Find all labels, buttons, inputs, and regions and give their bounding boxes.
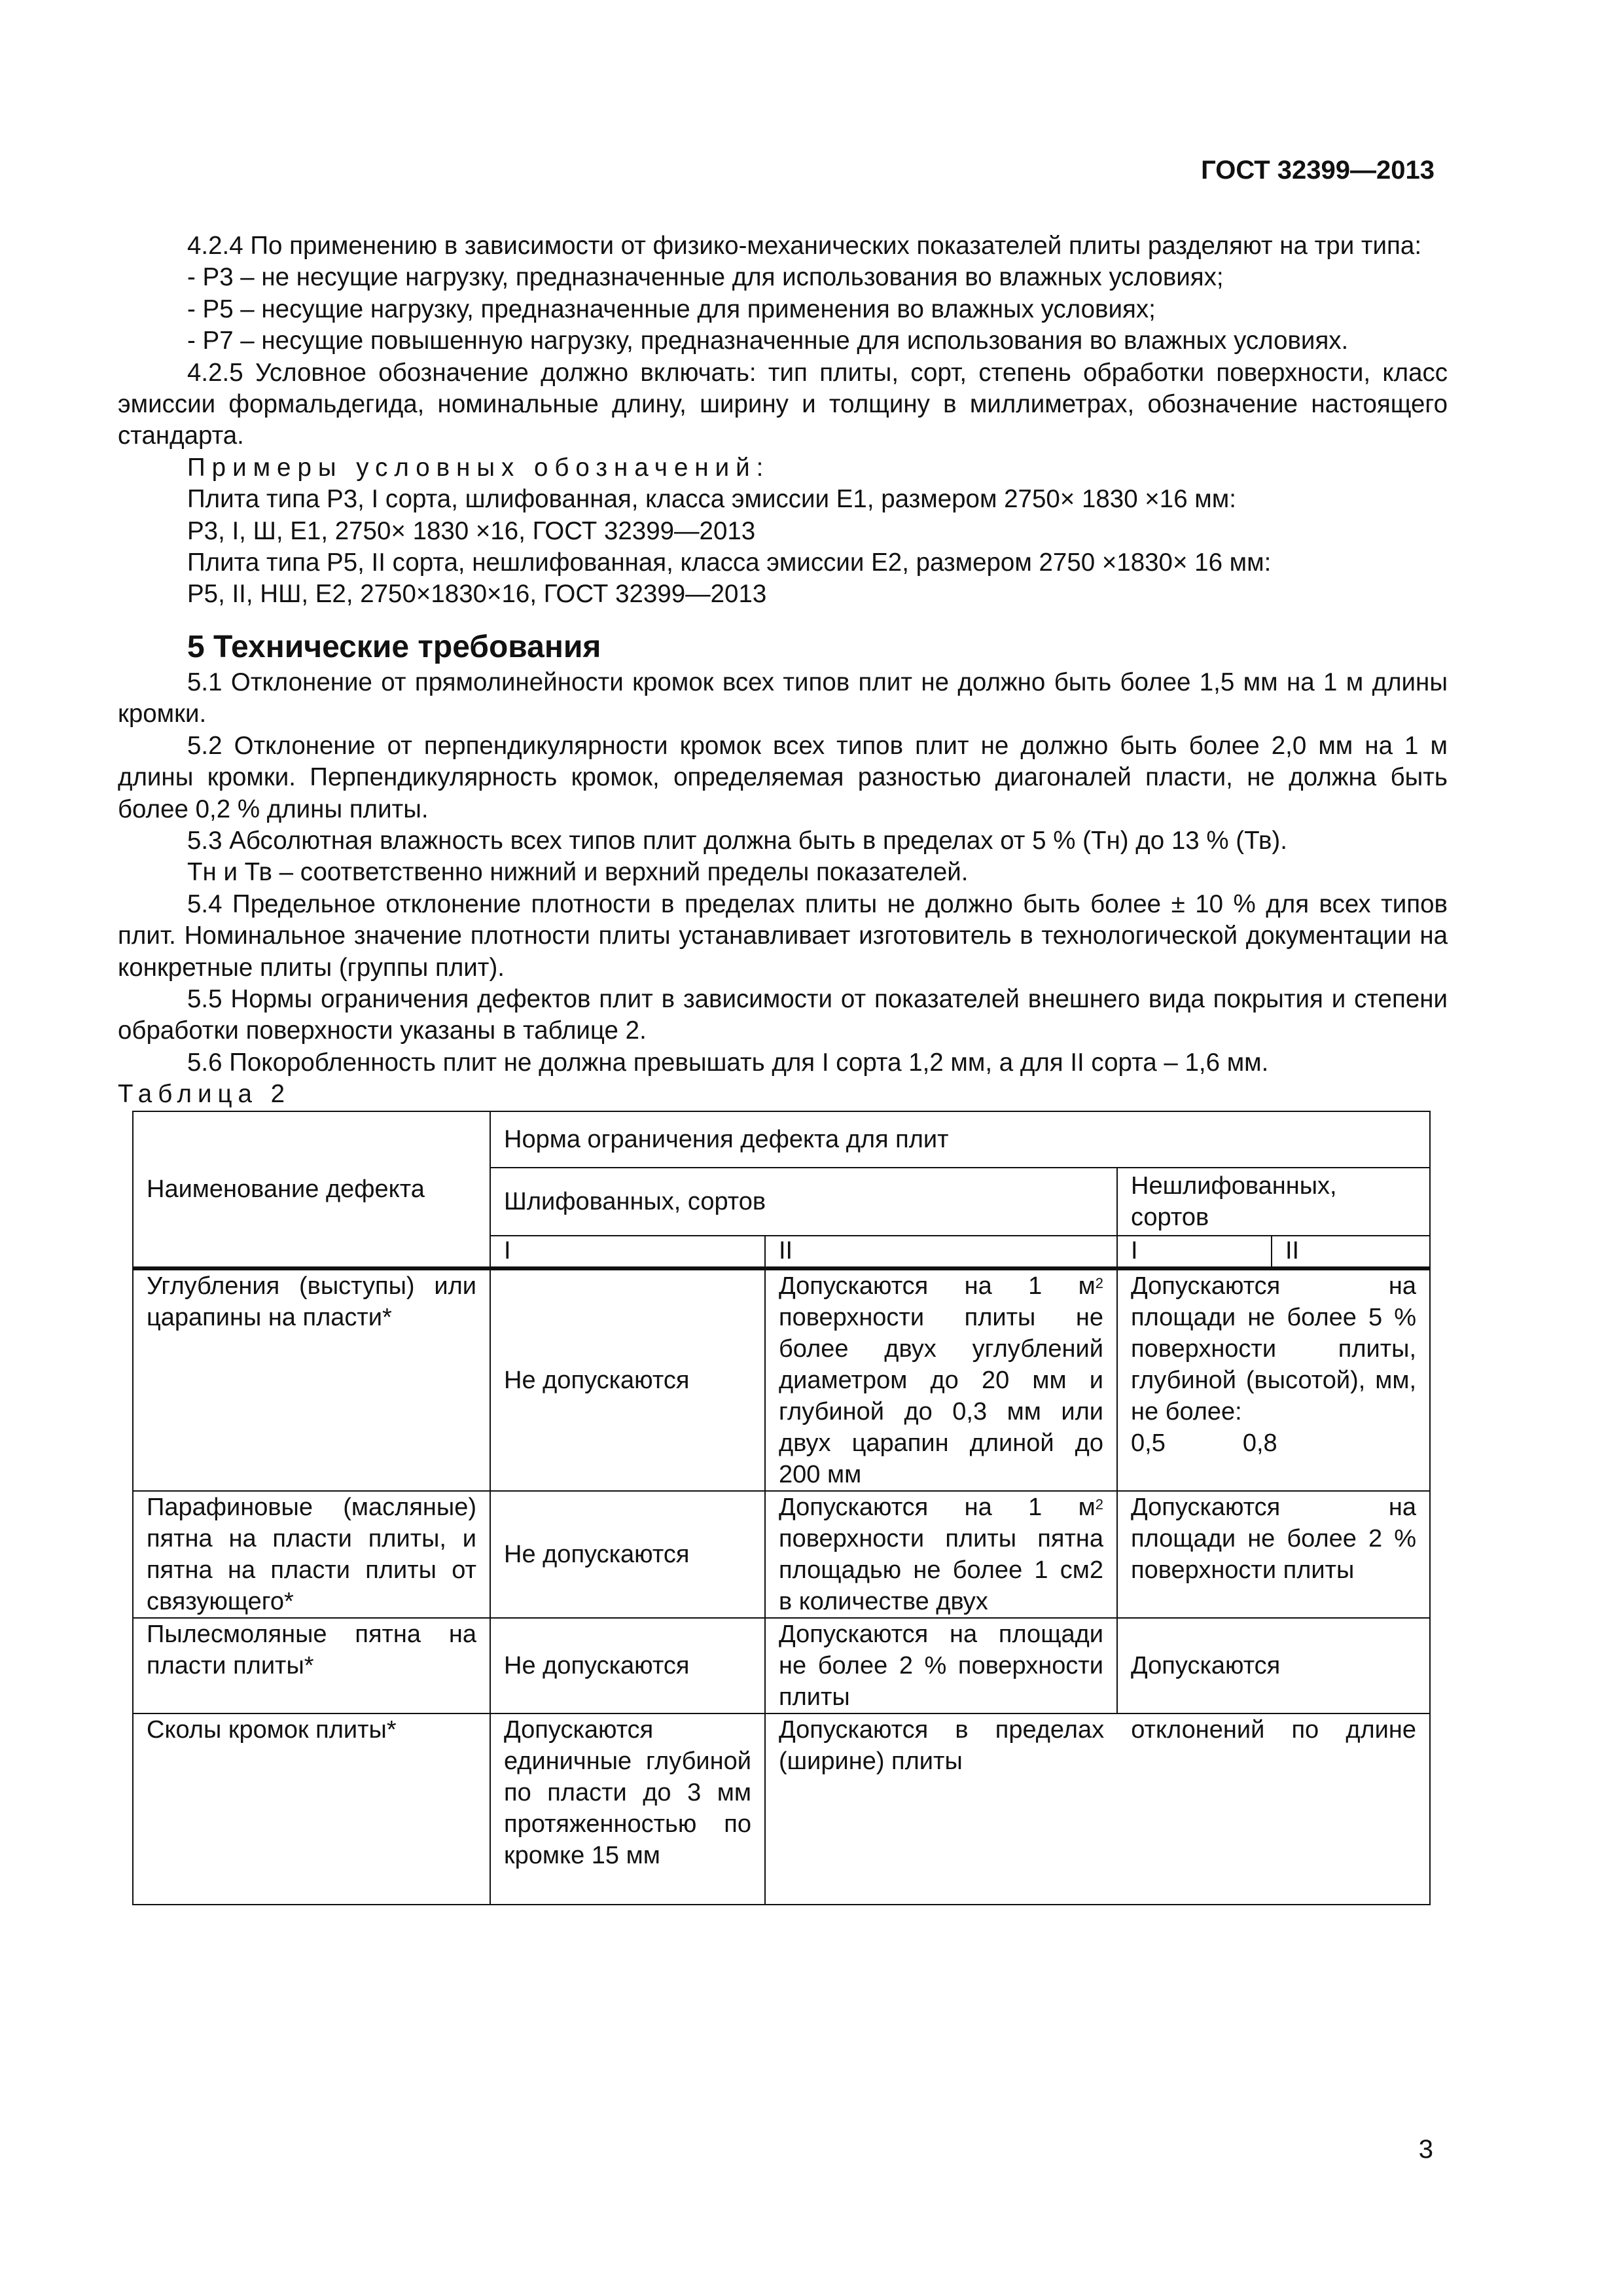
example-line-3: Плита типа Р5, II сорта, нешлифованная, класса эмиссии Е2, размером 2750 ×1830× 16 мм:	[187, 548, 1272, 577]
sanded-grade-1-cell: Не допускаются	[490, 1268, 765, 1491]
cell-text-continued: поверхности плиты не более двух углублений диаметром до 20 мм и глубиной до 0,3 мм или двух царапин длиной до 200 мм	[779, 1303, 1103, 1488]
table-row	[133, 1713, 1430, 1905]
table-caption: Таблица 2	[118, 1080, 291, 1109]
header-unsanded-grade-2: II	[1272, 1236, 1430, 1268]
unsanded-cell: Допускаются на площади не более 2 % поверхности плиты	[1117, 1491, 1430, 1618]
defect-name-cell: Углубления (выступы) или царапины на пласти*	[133, 1268, 490, 1491]
paragraph-5-1: 5.1 Отклонение от прямолинейности кромок всех типов плит не должно быть более 1,5 мм на 1 м длины кромки.	[118, 668, 1448, 728]
examples-title: Примеры условных обозначений:	[187, 453, 770, 482]
table-row	[133, 1618, 1430, 1713]
superscript: 2	[1095, 1496, 1103, 1513]
section-5-title: 5 Технические требования	[187, 629, 601, 664]
sanded-grade-1-cell: Допускаются единичные глубиной по пласти до 3 мм протяженностью по кромке 15 мм	[490, 1713, 765, 1905]
example-line-1: Плита типа Р3, I сорта, шлифованная, класса эмиссии Е1, размером 2750× 1830 ×16 мм:	[187, 485, 1236, 514]
defects-table	[132, 1111, 1431, 1905]
paragraph-tn-tv: Тн и Тв – соответственно нижний и верхний пределы показателей.	[187, 858, 969, 887]
value-grade-2: 0,8	[1242, 1429, 1277, 1457]
header-sanded-grade-1: I	[490, 1236, 765, 1268]
example-line-4: Р5, II, НШ, Е2, 2750×1830×16, ГОСТ 32399—2013	[187, 580, 767, 609]
paragraph-5-4: 5.4 Предельное отклонение плотности в пределах плиты не должно быть более ± 10 % для всех типов плит. Номинальное значение плотности плиты устанавливает изготовитель в технологической документации на конкретные плиты (группы плит).	[118, 889, 1448, 982]
paragraph-5-3: 5.3 Абсолютная влажность всех типов плит должна быть в пределах от 5 % (Тн) до 13 % (Тв).	[187, 826, 1287, 855]
paragraph-5-2: 5.2 Отклонение от перпендикулярности кромок всех типов плит не должно быть более 2,0 мм на 1 м длины кромки. Перпендикулярность кромок, определяемая разностью диагоналей пласти, не должна быть более 0,2 % длины плиты.	[118, 731, 1448, 823]
cell-text: Допускаются на площади не более 5 % поверхности плиты, глубиной (высотой), мм, не более:	[1131, 1272, 1417, 1426]
sanded-grade-2-cell	[765, 1491, 1117, 1618]
page-number: 3	[1418, 2135, 1433, 2164]
example-line-2: Р3, I, Ш, Е1, 2750× 1830 ×16, ГОСТ 32399—2013	[187, 516, 756, 545]
table-header-row-1	[133, 1111, 1430, 1168]
paragraph-4-2-5: 4.2.5 Условное обозначение должно включать: тип плиты, сорт, степень обработки поверхности, класс эмиссии формальдегида, номинальные длину, ширину и толщину в миллиметрах, обозначение настоящего стандарта.	[118, 358, 1448, 450]
body-text	[118, 230, 1448, 1905]
defect-name-cell: Парафиновые (масляные) пятна на пласти плиты, и пятна на пласти плиты от связующего*	[133, 1491, 490, 1618]
superscript: 2	[1095, 1274, 1103, 1291]
defect-name-cell: Сколы кромок плиты*	[133, 1713, 490, 1905]
paragraph-5-6: 5.6 Покоробленность плит не должна превышать для I сорта 1,2 мм, а для II сорта – 1,6 мм.	[187, 1048, 1269, 1077]
table-row	[133, 1268, 1430, 1491]
sanded-grade-1-cell: Не допускаются	[490, 1618, 765, 1713]
paragraph-5-5: 5.5 Нормы ограничения дефектов плит в зависимости от показателей внешнего вида покрытия и степени обработки поверхности указаны в таблице 2.	[118, 984, 1448, 1045]
cell-text: Допускаются на 1 м	[779, 1272, 1096, 1300]
header-sanded-grade-2: II	[765, 1236, 1117, 1268]
unsanded-cell: Допускаются	[1117, 1618, 1430, 1713]
value-grade-1: 0,5	[1131, 1429, 1166, 1457]
header-unsanded: Нешлифованных, сортов	[1117, 1168, 1430, 1236]
header-defect-name: Наименование дефекта	[133, 1111, 490, 1268]
paragraph-4-2-4: 4.2.4 По применению в зависимости от физико-механических показателей плиты разделяют на три типа:	[187, 232, 1422, 260]
list-item-p3: - Р3 – не несущие нагрузку, предназначенные для использования во влажных условиях;	[187, 263, 1224, 292]
document-code-header: ГОСТ 32399—2013	[1201, 156, 1435, 185]
sanded-grade-2-cell	[765, 1268, 1117, 1491]
header-norm: Норма ограничения дефекта для плит	[490, 1111, 1430, 1168]
header-unsanded-grade-1: I	[1117, 1236, 1272, 1268]
defect-name-cell: Пылесмоляные пятна на пласти плиты*	[133, 1618, 490, 1713]
cell-text: Допускаются на 1 м	[779, 1493, 1096, 1521]
values-line	[1131, 1427, 1416, 1459]
unsanded-cell	[1117, 1268, 1430, 1491]
sanded-grade-1-cell: Не допускаются	[490, 1491, 765, 1618]
remaining-cell: Допускаются в пределах отклонений по длине (ширине) плиты	[765, 1713, 1430, 1905]
table-row	[133, 1491, 1430, 1618]
sanded-grade-2-cell: Допускаются на площади не более 2 % поверхности плиты	[765, 1618, 1117, 1713]
list-item-p5: - Р5 – несущие нагрузку, предназначенные для применения во влажных условиях;	[187, 295, 1156, 323]
list-item-p7: - Р7 – несущие повышенную нагрузку, предназначенные для использования во влажных условиях.	[187, 327, 1349, 355]
header-sanded: Шлифованных, сортов	[490, 1168, 1117, 1236]
cell-text-continued: поверхности плиты пятна площадью не более 1 см2 в количестве двух	[779, 1524, 1103, 1615]
